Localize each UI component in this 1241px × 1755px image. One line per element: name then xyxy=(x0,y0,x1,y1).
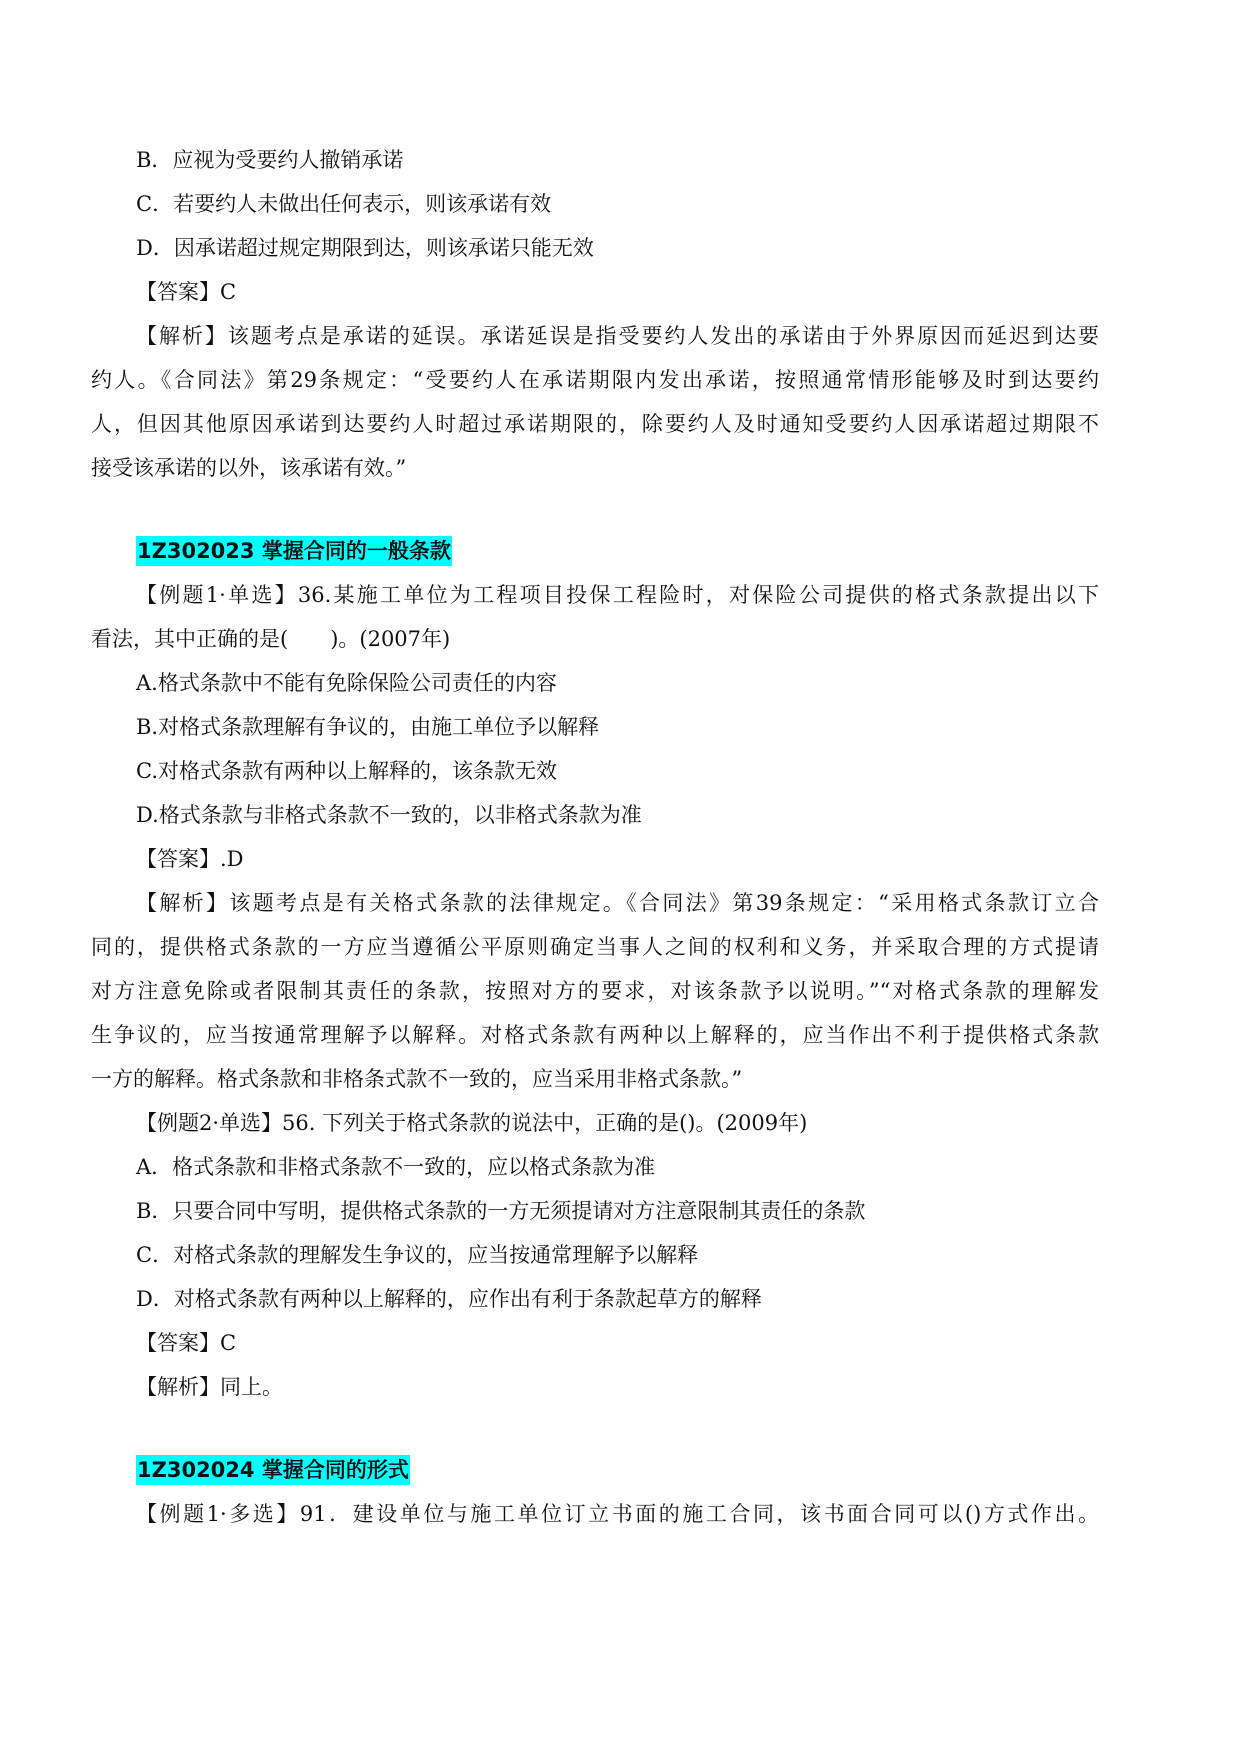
analysis-line: 一方的解释。格式条款和非格条式款不一致的，应当采用非格式条款。” xyxy=(91,1067,743,1091)
analysis-line: 【解析】该题考点是承诺的延误。承诺延误是指受要约人发出的承诺由于外界原因而延迟到达要 xyxy=(136,324,1099,348)
question-line: 【例题1·单选】36.某施工单位为工程项目投保工程险时，对保险公司提供的格式条款提出以下 xyxy=(136,583,1099,607)
question-line: 【例题2·单选】56. 下列关于格式条款的说法中，正确的是()。(2009年) xyxy=(136,1111,808,1135)
option-c: C．对格式条款的理解发生争议的，应当按通常理解予以解释 xyxy=(136,1243,699,1267)
option-d: D．对格式条款有两种以上解释的，应作出有利于条款起草方的解释 xyxy=(136,1287,762,1311)
answer: 【答案】C xyxy=(136,1331,237,1355)
analysis-line: 【解析】该题考点是有关格式条款的法律规定。《合同法》第39条规定：“采用格式条款订立合 xyxy=(136,891,1099,915)
analysis-line: 对方注意免除或者限制其责任的条款，按照对方的要求，对该条款予以说明。”“对格式条款的理解发 xyxy=(91,979,1099,1003)
question-line: 看法，其中正确的是( )。(2007年) xyxy=(91,627,451,651)
answer: 【答案】.D xyxy=(136,847,244,871)
option-c: C.对格式条款有两种以上解释的，该条款无效 xyxy=(136,759,557,783)
option-d: D．因承诺超过规定期限到达，则该承诺只能无效 xyxy=(136,236,594,260)
option-b: B．只要合同中写明，提供格式条款的一方无须提请对方注意限制其责任的条款 xyxy=(136,1199,866,1223)
option-c: C．若要约人未做出任何表示，则该承诺有效 xyxy=(136,192,552,216)
option-b: B．应视为受要约人撤销承诺 xyxy=(136,148,404,172)
option-a: A.格式条款中不能有免除保险公司责任的内容 xyxy=(136,671,557,695)
option-d: D.格式条款与非格式条款不一致的，以非格式条款为准 xyxy=(136,803,642,827)
option-b: B.对格式条款理解有争议的，由施工单位予以解释 xyxy=(136,715,600,739)
section-heading: 1Z302024 掌握合同的形式 xyxy=(136,1455,410,1485)
analysis-line: 生争议的，应当按通常理解予以解释。对格式条款有两种以上解释的，应当作出不利于提供格式条款 xyxy=(91,1023,1099,1047)
section-heading: 1Z302023 掌握合同的一般条款 xyxy=(136,536,452,566)
option-a: A．格式条款和非格式条款不一致的，应以格式条款为准 xyxy=(136,1155,656,1179)
analysis-line: 人，但因其他原因承诺到达要约人时超过承诺期限的，除要约人及时通知受要约人因承诺超过期限不 xyxy=(91,412,1099,436)
analysis-line: 同的，提供格式条款的一方应当遵循公平原则确定当事人之间的权利和义务，并采取合理的方式提请 xyxy=(91,935,1099,959)
question-line: 【例题1·多选】91．建设单位与施工单位订立书面的施工合同，该书面合同可以()方式作出。 xyxy=(136,1502,1099,1526)
answer: 【答案】C xyxy=(136,280,237,304)
analysis-line: 接受该承诺的以外，该承诺有效。” xyxy=(91,456,407,480)
analysis-line: 约人。《合同法》第29条规定：“受要约人在承诺期限内发出承诺，按照通常情形能够及时到达要约 xyxy=(91,368,1099,392)
analysis-line: 【解析】同上。 xyxy=(136,1375,283,1399)
